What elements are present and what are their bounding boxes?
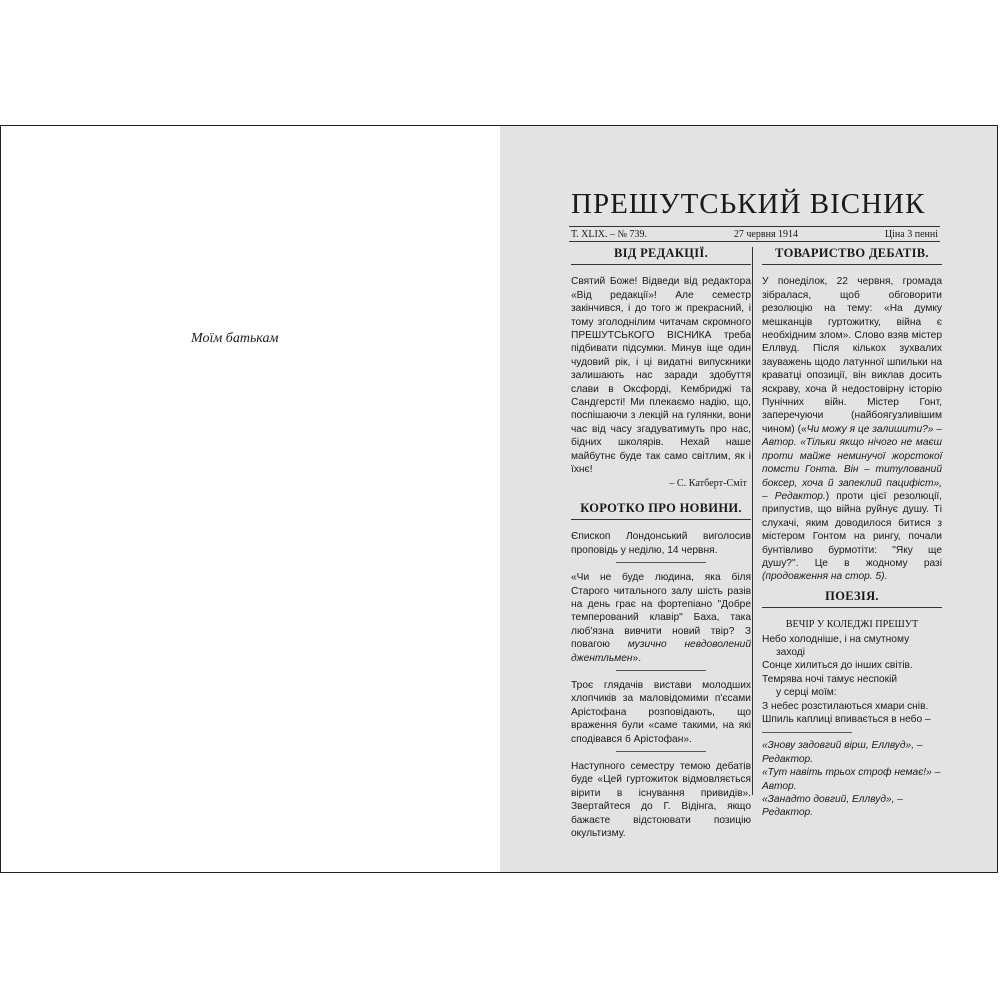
news-separator	[616, 751, 706, 752]
poem-title: ВЕЧІР У КОЛЕДЖІ ПРЕШУТ	[785, 619, 919, 631]
right-column	[762, 247, 942, 820]
editorial-signature: – С. Катберт-Сміт	[669, 477, 747, 489]
poem-line: Темрява ночі тамує неспокій	[762, 673, 898, 685]
poem-line: Сонце хилиться до інших світів.	[762, 660, 913, 672]
poem-line: Небо холодніше, і на смутному	[762, 633, 910, 645]
book-spread	[0, 125, 998, 873]
poem-line: заході	[776, 646, 805, 658]
poem-note: «Тут навіть трьох строф немає!» – Автор.	[762, 767, 941, 792]
dedication: Моїм батькам	[191, 331, 279, 346]
left-page	[1, 126, 499, 872]
news-separator	[616, 670, 706, 671]
poem-note: «Знову задовгий вірш, Еллвуд», – Редактор.	[762, 740, 923, 765]
column-divider	[752, 247, 753, 795]
poem-separator	[762, 732, 852, 733]
issue-line	[569, 226, 940, 242]
debate-header: ТОВАРИСТВО ДЕБАТІВ.	[762, 247, 942, 265]
news-header: КОРОТКО ПРО НОВИНИ.	[571, 502, 751, 520]
news-item: «Чи не буде людина, яка біля Старого читального залу шість разів на день грає на фортепіано "Добре темперований клавір" Баха, така люб'язна вивчити новий твір? З повагою музично невдоволений джентльмен».	[571, 572, 751, 664]
right-page	[500, 126, 997, 872]
poem-line: Шпиль каплиці впивається в небо –	[762, 714, 931, 725]
poem-line: З небес розстилаються хмари снів.	[762, 700, 929, 712]
issue-price: Ціна 3 пенні	[884, 228, 938, 240]
news-item: Троє глядачів вистави молодших хлопчиків за маловідомими п'єсами Арістофана розповідають, що враження були «саме такими, на які сподівався б Арістофан».	[571, 679, 751, 745]
left-column	[571, 247, 751, 840]
poem-note: «Занадто довгий, Еллвуд», – Редактор.	[762, 794, 903, 819]
news-item: Наступного семестру темою дебатів буде «Цей гуртожиток відмовляється вірити в існування привидів». Звертайтеся до Г. Відінга, якщо бажаєте відстоювати позицію окультизму.	[571, 761, 751, 840]
editorial-text: Святий Боже! Відведи від редактора «Від редакції»! Але семестр закінчився, і до того ж прекрасний, і тому зголоднілим читачам скромного ПРЕШУТСЬКОГО ВІСНИКА треба підбивати підсумки. Минув іще один чудовий рік, і ці видатні випускники залишають нас заради здобуття слави в Оксфорді, Кембриджі та Сандгерсті! Ми плекаємо надію, що, поспішаючи з лекцій на гулянки, вони час від часу згадуватимуть про нас, бідних школярів. Нехай наше майбутнє буде так само світлим, як і їхнє!	[571, 276, 751, 476]
issue-date: 27 червня 1914	[733, 228, 799, 240]
poem-line: у серці моїм:	[776, 687, 837, 699]
news-item: Єпископ Лондонський виголосив проповідь у неділю, 14 червня.	[571, 531, 751, 556]
news-separator	[616, 562, 706, 563]
debate-text: У понеділок, 22 червня, громада зібралася, щоб обговорити резолюцію на тему: «На думку мешканців гуртожитку, війна є необхідним злом». Слово взяв містер Еллвуд. Після кількох зухвалих зауважень щодо латунної шпильки на краватці опозиції, він виклав досить яскраву, хоча й недостовірну історію Пунічних війн. Містер Гонт, заперечуючи (найбоягузливішим чином) («Чи можу я це залишити?» – Автор. «Тільки якщо нічого не маєш проти майже неминучої жорстокої помсти Гонта. Він – титулований боксер, хоча й запеклий пацифіст», – Редактор.) проти цієї резолюції, припустив, що війна руйнує душу. Ті слухачі, яким доводилося битися з містером Гонтом на рингу, почали бунтівливо бурмотіти: "Яку ще душу?". Це в жодному разі (продовження на стор. 5).	[762, 276, 943, 583]
poetry-header: ПОЕЗІЯ.	[762, 590, 942, 608]
issue-number: Т. XLIX. – № 739.	[571, 228, 648, 240]
editorial-header: ВІД РЕДАКЦІЇ.	[571, 247, 751, 265]
newspaper-title: ПРЕШУТСЬКИЙ ВІСНИК	[571, 188, 926, 220]
